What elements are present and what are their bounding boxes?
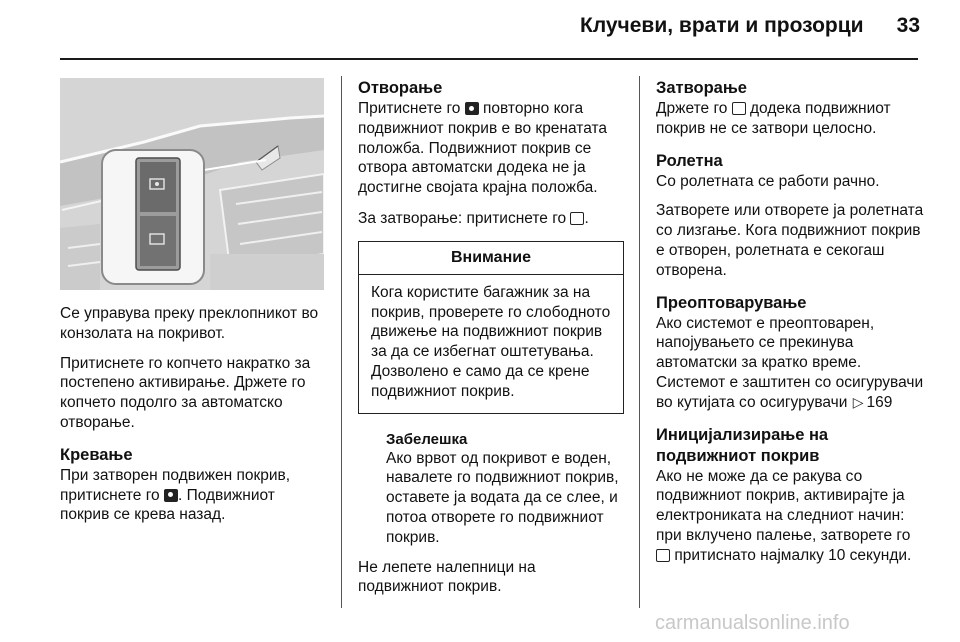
header-rule xyxy=(60,58,918,60)
page-number: 33 xyxy=(896,14,920,37)
warning-text: Кога користите багажник за на покрив, проверете го слободното движење на подвижниот покрив за да се избегнат оштетувања. xyxy=(371,283,611,361)
sunroof-close-icon xyxy=(570,212,584,225)
warning-text: Дозволено е само да се крене подвижниот покрив. xyxy=(371,362,590,400)
watermark: carmanualsonline.info xyxy=(655,612,850,634)
section-text: Ако не може да се ракува со подвижниот покрив, активирајте ја електрониката на следниот начин: при вклучено палење, затворете го притиснато најмалку 10 секунди. xyxy=(656,467,912,564)
note-block xyxy=(386,430,624,548)
note-text: Ако врвот од покривот е воден, навалете го подвижниот покрив, оставете ја водата да се слее, и потоа отворете го подвижниот покрив. xyxy=(386,449,619,546)
section-text: Затворете или отворете ја ролетната со лизгање. Кога подвижниот покрив е отворен, ролетната е секогаш отворена. xyxy=(656,202,924,279)
sunroof-close-icon xyxy=(656,549,670,562)
section-closing xyxy=(656,78,924,139)
section-tilt xyxy=(60,445,328,525)
page-reference-icon: ▷ xyxy=(852,393,864,410)
middle-column xyxy=(358,78,624,597)
sunroof-close-icon xyxy=(732,102,746,115)
page-reference[interactable]: 169 xyxy=(866,393,893,411)
column-divider-right xyxy=(639,76,640,608)
section-text: При затворен подвижен покрив, притиснете го . Подвижниот покрив се крева назад. xyxy=(60,466,291,524)
close-instruction: За затворање: притиснете го . xyxy=(358,209,589,227)
switch-description: Се управува преку преклопникот во конзолата на покривот. xyxy=(60,305,319,342)
sunroof-open-icon xyxy=(164,489,178,502)
sticker-warning: Не лепете налепници на подвижниот покрив. xyxy=(358,558,536,596)
page-title: Клучеви, врати и прозорци xyxy=(580,14,864,37)
section-heading: Отворање xyxy=(358,79,443,97)
section-overload xyxy=(656,293,924,413)
section-text: Притиснете го повторно кога подвижниот покрив е во кренатата положба. Подвижниот покрив се отвора автоматски додека не ја достигне својата крајна положба. xyxy=(358,100,608,197)
section-heading: Затворање xyxy=(656,79,747,97)
section-text: Ако системот е преоптоварен, напојувањето се прекинува автоматски за кратко време. Системот е заштитен со осигурувачи во кутијата со осигурувачи ▷ 169 xyxy=(656,314,924,411)
switch-usage: Притиснете го копчето накратко за постепено активирање. Држете го копчето подолго за автоматско отворање. xyxy=(60,354,311,431)
section-heading: Иницијализирање на подвижниот покрив xyxy=(656,425,829,465)
section-blind xyxy=(656,151,924,281)
column-divider-left xyxy=(341,76,342,608)
left-column xyxy=(60,304,328,525)
note-heading: Забелешка xyxy=(386,430,468,448)
section-heading: Кревање xyxy=(60,445,133,464)
section-heading: Ролетна xyxy=(656,151,723,170)
sunroof-open-icon xyxy=(465,102,479,115)
warning-body xyxy=(359,275,623,413)
section-text: Со ролетната се работи рачно. xyxy=(656,172,880,190)
section-heading: Преоптоварување xyxy=(656,293,807,312)
warning-box xyxy=(358,241,624,414)
warning-heading: Внимание xyxy=(359,242,623,275)
sunroof-switch-illustration xyxy=(60,78,324,290)
section-initialization xyxy=(656,425,924,566)
right-column xyxy=(656,78,924,566)
section-text: Држете го додека подвижниот покрив не се затвори целосно. xyxy=(656,100,891,137)
section-opening xyxy=(358,78,624,198)
